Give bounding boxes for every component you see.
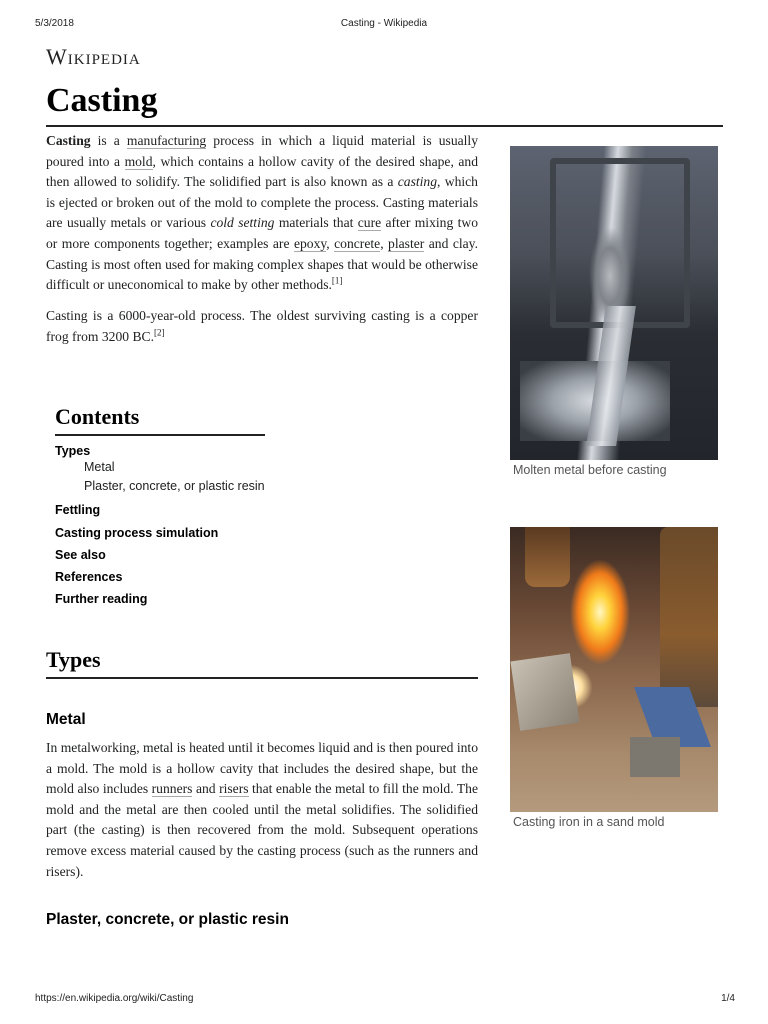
page-title: Casting xyxy=(46,82,158,119)
toc-item-fettling[interactable]: Fettling xyxy=(55,503,101,517)
toc-item-types[interactable]: Types xyxy=(55,444,91,458)
subsection-heading-metal: Metal xyxy=(46,711,86,728)
intro-paragraph: Casting is a manufacturing process in which a liquid material is usually poured into a mold, which contains a hollow cavity of the desired shape, and then allowed to solidify. The solidified part is also known as a casting, which is ejected or broken out of the mold to complete the process. Casting materials are usually metals or various cold setting materials that cure after mixing two or more components together; examples are epoxy, concrete, plaster and clay. Casting is most often used for making complex shapes that would be otherwise difficult or uneconomical to make by other methods.[1] xyxy=(46,133,479,293)
molten-metal-image[interactable] xyxy=(510,146,718,460)
link-cure[interactable]: cure xyxy=(357,215,382,231)
print-date: 5/3/2018 xyxy=(35,18,74,29)
print-page-number: 1/4 xyxy=(721,993,735,1004)
history-paragraph: Casting is a 6000-year-old process. The oldest surviving casting is a copper frog from 3200 BC.[2] xyxy=(46,308,478,344)
print-url: https://en.wikipedia.org/wiki/Casting xyxy=(35,993,194,1004)
link-concrete[interactable]: concrete xyxy=(334,235,381,251)
link-runners[interactable]: runners xyxy=(151,781,193,797)
term-bold: Casting xyxy=(46,133,91,148)
wikipedia-logo[interactable]: Wikipedia xyxy=(46,44,141,69)
toc-item-further-reading[interactable]: Further reading xyxy=(55,592,148,606)
link-mold[interactable]: mold xyxy=(124,153,153,169)
figure-caption: Molten metal before casting xyxy=(513,463,667,477)
toc-item-metal[interactable]: Metal xyxy=(84,460,115,474)
toc-item-see-also[interactable]: See also xyxy=(55,548,106,562)
link-epoxy[interactable]: epoxy xyxy=(293,235,327,251)
print-page-title: Casting - Wikipedia xyxy=(340,18,428,29)
figure-caption: Casting iron in a sand mold xyxy=(513,815,665,829)
title-divider xyxy=(46,125,723,127)
toc-item-plaster[interactable]: Plaster, concrete, or plastic resin xyxy=(84,479,265,493)
toc-item-references[interactable]: References xyxy=(55,570,123,584)
subsection-heading-plaster: Plaster, concrete, or plastic resin xyxy=(46,911,289,928)
section-heading-types: Types xyxy=(46,647,101,672)
reference-1[interactable]: [1] xyxy=(331,275,343,286)
toc-item-simulation[interactable]: Casting process simulation xyxy=(55,526,219,540)
toc-divider xyxy=(55,434,265,436)
link-manufacturing[interactable]: manufacturing xyxy=(126,133,207,148)
reference-2[interactable]: [2] xyxy=(154,327,165,338)
section-divider xyxy=(46,677,478,679)
link-risers[interactable]: risers xyxy=(219,781,249,797)
toc-title: Contents xyxy=(55,404,140,429)
link-plaster[interactable]: plaster xyxy=(388,235,425,251)
sand-mold-casting-image[interactable] xyxy=(510,527,718,812)
metal-paragraph: In metalworking, metal is heated until it becomes liquid and is then poured into a mold. The mold is a hollow cavity that includes the desired shape, but the mold also includes runners and risers that enable the metal to fill the mold. The mold and the metal are then cooled until the metal solidifies. The solidified part (the casting) is then recovered from the mold. Subsequent operations remove excess material caused by the casting process (such as the runners and risers). xyxy=(46,740,478,879)
